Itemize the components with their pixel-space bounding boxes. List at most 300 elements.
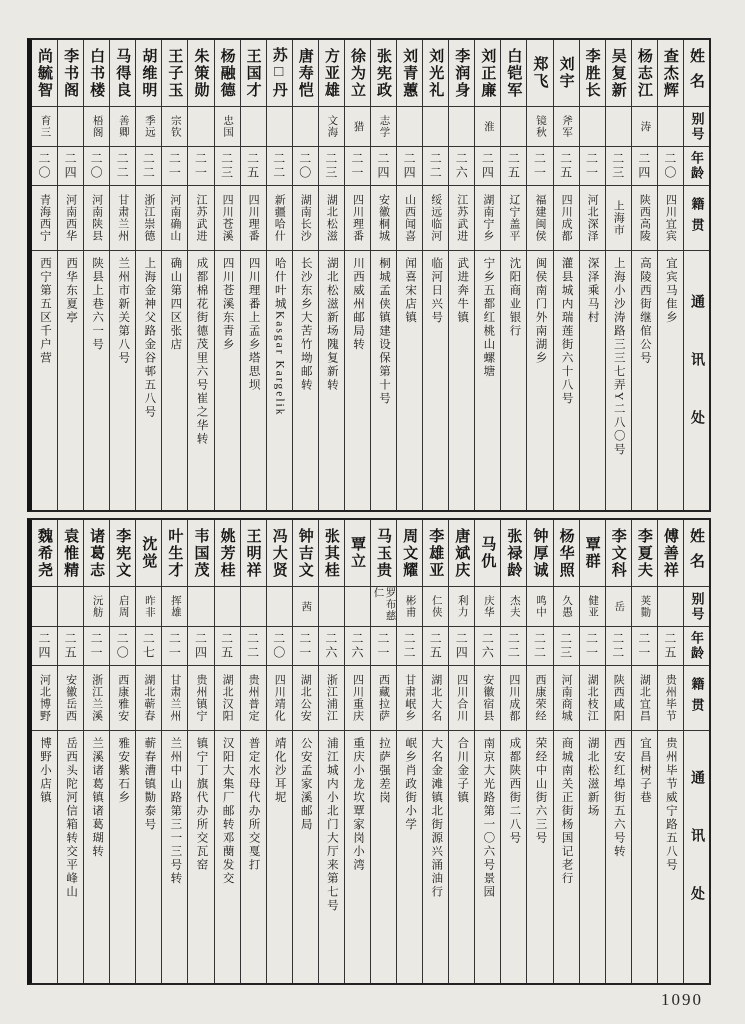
native-place-cell: 湖北蕲春 (136, 665, 161, 730)
name-cell: 姚芳桂 (218, 527, 235, 579)
alias-cell: 昨非 (136, 586, 161, 626)
name-cell: 诸葛志 (88, 527, 105, 579)
native-place-cell: 西康雅安 (110, 665, 135, 730)
native-place-cell: 甘肃岷乡 (397, 665, 422, 730)
name-cell: 王明祥 (244, 527, 261, 579)
native-place-cell: 湖北宜昌 (632, 665, 657, 730)
name-cell: 马玉贵 (375, 527, 392, 579)
entry-column (526, 520, 552, 983)
name-cell: 马得良 (114, 47, 131, 99)
native-place-cell: 甘肃兰州 (110, 185, 135, 250)
alias-cell (293, 106, 318, 146)
address-cell: 普定水母代办所交戛打 (241, 730, 266, 983)
entry-column (109, 40, 135, 510)
address-cell: 拉萨强差岗 (371, 730, 396, 983)
alias-cell: 育三 (32, 106, 57, 146)
age-cell: 二一 (84, 626, 109, 665)
age-cell: 二五 (241, 146, 266, 185)
age-cell: 二四 (632, 146, 657, 185)
entry-column (292, 40, 318, 510)
age-cell: 二七 (136, 626, 161, 665)
alias-cell (658, 586, 683, 626)
native-place-cell: 新疆哈什 (267, 185, 292, 250)
header-column (683, 520, 709, 983)
address-cell: 贵州毕节威宁路五八号 (658, 730, 683, 983)
entry-column (396, 40, 422, 510)
address-cell: 兰溪诸葛镇诸葛瑚转 (84, 730, 109, 983)
native-place-cell: 安徽岳西 (58, 665, 83, 730)
age-cell: 二四 (449, 626, 474, 665)
age-cell: 二二 (606, 626, 631, 665)
age-cell: 二二 (136, 146, 161, 185)
native-place-cell: 贵州普定 (241, 665, 266, 730)
alias-cell: 启周 (110, 586, 135, 626)
name-cell: 刘青蕙 (401, 47, 418, 99)
alias-cell: 岳 (606, 586, 631, 626)
address-cell: 西宁第五区千户营 (32, 250, 57, 510)
address-cell: 商城南关正街杨国记老行 (554, 730, 579, 983)
native-place-cell: 湖北枝江 (580, 665, 605, 730)
native-place-cell: 上海市 (606, 185, 631, 250)
age-cell: 二〇 (110, 626, 135, 665)
entry-column (187, 520, 213, 983)
name-cell: 徐为立 (348, 47, 365, 99)
age-cell: 二〇 (658, 146, 683, 185)
page-number: 1090 (661, 990, 703, 1009)
alias-cell (580, 106, 605, 146)
alias-cell (58, 586, 83, 626)
alias-cell (449, 106, 474, 146)
address-cell: 深泽乘马村 (580, 250, 605, 510)
name-cell: 李书阁 (62, 47, 79, 99)
entry-column (474, 40, 500, 510)
age-cell: 二五 (554, 146, 579, 185)
entry-column (292, 520, 318, 983)
native-place-cell: 四川理番 (345, 185, 370, 250)
address-cell: 宜昌树子巷 (632, 730, 657, 983)
age-cell: 二五 (423, 626, 448, 665)
name-cell: 杨志江 (635, 47, 652, 99)
entry-column (135, 40, 161, 510)
alias-cell (319, 586, 344, 626)
address-cell: 四川苍溪东青乡 (215, 250, 240, 510)
alias-cell: 季远 (136, 106, 161, 146)
age-cell: 二六 (475, 626, 500, 665)
entry-column (370, 520, 396, 983)
name-cell: 尚毓智 (36, 47, 53, 99)
name-cell: 李宪文 (114, 527, 131, 579)
age-cell: 二四 (397, 146, 422, 185)
age-cell: 二二 (423, 146, 448, 185)
entry-column (553, 520, 579, 983)
native-place-cell: 贵州镇宁 (188, 665, 213, 730)
age-cell: 二六 (319, 626, 344, 665)
native-place-cell: 河南商城 (554, 665, 579, 730)
native-place-cell: 湖北松滋 (319, 185, 344, 250)
native-place-cell: 四川重庆 (345, 665, 370, 730)
entry-column (83, 40, 109, 510)
age-cell: 二五 (658, 626, 683, 665)
native-place-cell: 湖北汉阳 (215, 665, 240, 730)
header-address: 通讯处 (684, 730, 709, 983)
address-cell: 长沙东乡大苦竹坳邮转 (293, 250, 318, 510)
age-cell: 二〇 (293, 146, 318, 185)
age-cell: 二四 (32, 626, 57, 665)
native-place-cell: 西藏拉萨 (371, 665, 396, 730)
alias-cell: 罗布慈仁 (371, 586, 396, 626)
address-cell: 四川理番上孟乡塔思坝 (241, 250, 266, 510)
alias-cell (241, 106, 266, 146)
native-place-cell: 绥远临河 (423, 185, 448, 250)
age-cell: 二〇 (32, 146, 57, 185)
age-cell: 二四 (475, 146, 500, 185)
alias-cell (188, 106, 213, 146)
alias-cell: 沅舫 (84, 586, 109, 626)
address-cell: 桐城孟侠镇建设保第十号 (371, 250, 396, 510)
entry-column (474, 520, 500, 983)
age-cell: 二二 (397, 626, 422, 665)
native-place-cell: 湖北大名 (423, 665, 448, 730)
header-alias: 别号 (684, 586, 709, 626)
native-place-cell: 湖北公安 (293, 665, 318, 730)
alias-cell: 淮 (475, 106, 500, 146)
name-cell: 王子玉 (166, 47, 183, 99)
name-cell: 刘宇 (557, 56, 574, 90)
alias-cell: 镜秋 (527, 106, 552, 146)
entry-column (240, 40, 266, 510)
header-native: 籍贯 (684, 665, 709, 730)
entry-column (161, 520, 187, 983)
name-cell: 唐斌庆 (453, 527, 470, 579)
name-cell: 苏□丹 (270, 47, 287, 99)
name-cell: 傅善祥 (661, 527, 678, 579)
name-cell: 吴复新 (609, 47, 626, 99)
header-name: 姓名 (687, 528, 704, 578)
native-place-cell: 甘肃兰州 (162, 665, 187, 730)
address-cell: 合川金子镇 (449, 730, 474, 983)
directory-table-top (27, 38, 711, 512)
header-address: 通讯处 (684, 250, 709, 510)
age-cell: 二一 (162, 146, 187, 185)
entry-column (57, 520, 83, 983)
age-cell: 二一 (632, 626, 657, 665)
alias-cell: 猎 (345, 106, 370, 146)
alias-cell (423, 106, 448, 146)
age-cell: 二二 (501, 626, 526, 665)
header-name: 姓名 (687, 48, 704, 98)
alias-cell: 挥雄 (162, 586, 187, 626)
native-place-cell: 河南陕县 (84, 185, 109, 250)
header-alias: 别号 (684, 106, 709, 146)
entry-column (631, 40, 657, 510)
entry-column (657, 520, 683, 983)
age-cell: 二一 (345, 146, 370, 185)
address-cell: 武进奔牛镇 (449, 250, 474, 510)
entry-column (109, 520, 135, 983)
alias-cell: 仁侠 (423, 586, 448, 626)
alias-cell: 善卿 (110, 106, 135, 146)
address-cell: 湖北松滋新场隗复新转 (319, 250, 344, 510)
entry-column (318, 40, 344, 510)
address-cell: 浦江城内小北门大厅来第七号 (319, 730, 344, 983)
age-cell: 二一 (371, 626, 396, 665)
address-cell: 宜宾马隹乡 (658, 250, 683, 510)
address-cell: 宁乡五都红桃山螺塘 (475, 250, 500, 510)
name-cell: 杨华照 (557, 527, 574, 579)
native-place-cell: 福建闽侯 (527, 185, 552, 250)
alias-cell: 志学 (371, 106, 396, 146)
address-cell: 雅安紫石乡 (110, 730, 135, 983)
name-cell: 沈觉 (140, 536, 157, 570)
name-cell: 方亚雄 (322, 47, 339, 99)
name-cell: 张其桂 (322, 527, 339, 579)
name-cell: 魏希尧 (36, 527, 53, 579)
native-place-cell: 河南确山 (162, 185, 187, 250)
native-place-cell: 湖南长沙 (293, 185, 318, 250)
alias-cell (32, 586, 57, 626)
native-place-cell: 河北博野 (32, 665, 57, 730)
name-cell: 马仇 (479, 536, 496, 570)
name-cell: 覃群 (583, 536, 600, 570)
alias-cell (658, 106, 683, 146)
native-place-cell: 江苏武进 (449, 185, 474, 250)
age-cell: 二五 (58, 626, 83, 665)
address-cell: 闽侯南门外南湖乡 (527, 250, 552, 510)
name-cell: 张禄龄 (505, 527, 522, 579)
name-cell: 李雄亚 (427, 527, 444, 579)
entry-column (161, 40, 187, 510)
name-cell: 钟厚诚 (531, 527, 548, 579)
alias-cell: 健亚 (580, 586, 605, 626)
address-cell: 荣经中山街六三号 (527, 730, 552, 983)
native-place-cell: 四川理番 (241, 185, 266, 250)
name-cell: 胡维明 (140, 47, 157, 99)
native-place-cell: 四川成都 (501, 665, 526, 730)
alias-cell: 茜 (293, 586, 318, 626)
native-place-cell: 河南西华 (58, 185, 83, 250)
entry-column (135, 520, 161, 983)
alias-cell: 斧军 (554, 106, 579, 146)
address-cell: 岷乡肖政街小学 (397, 730, 422, 983)
name-cell: 张宪政 (375, 47, 392, 99)
address-cell: 汉阳大集厂邮转邓蔅发交 (215, 730, 240, 983)
name-cell: 李胜长 (583, 47, 600, 99)
alias-cell (241, 586, 266, 626)
age-cell: 二四 (188, 626, 213, 665)
entry-column (422, 40, 448, 510)
entry-column (448, 40, 474, 510)
native-place-cell: 四川合川 (449, 665, 474, 730)
address-cell: 大名金滩镇北街源兴涌油行 (423, 730, 448, 983)
age-cell: 二六 (449, 146, 474, 185)
entry-column (214, 40, 240, 510)
entry-column (553, 40, 579, 510)
name-cell: 周文耀 (401, 527, 418, 579)
address-cell: 博野小店镇 (32, 730, 57, 983)
address-cell: 兰州中山路第三一三号转 (162, 730, 187, 983)
age-cell: 二三 (215, 146, 240, 185)
age-cell: 二二 (241, 626, 266, 665)
name-cell: 朱策勋 (192, 47, 209, 99)
alias-cell (397, 106, 422, 146)
name-cell: 韦国茂 (192, 527, 209, 579)
address-cell: 西安红埠街五六号转 (606, 730, 631, 983)
entry-column (344, 520, 370, 983)
entry-column (448, 520, 474, 983)
native-place-cell: 河北深泽 (580, 185, 605, 250)
native-place-cell: 四川宜宾 (658, 185, 683, 250)
native-place-cell: 山西闻喜 (397, 185, 422, 250)
entry-column (422, 520, 448, 983)
address-cell: 川西威州邮局转 (345, 250, 370, 510)
age-cell: 二〇 (84, 146, 109, 185)
name-cell: 刘正廉 (479, 47, 496, 99)
age-cell: 二三 (554, 626, 579, 665)
name-cell: 覃立 (348, 536, 365, 570)
address-cell: 高陵西街继倌公号 (632, 250, 657, 510)
directory-table-bottom (27, 518, 711, 985)
address-cell: 确山第四区张店 (162, 250, 187, 510)
age-cell: 二〇 (267, 626, 292, 665)
header-age: 年龄 (684, 146, 709, 185)
address-cell: 南京大光路第一〇六号景园 (475, 730, 500, 983)
address-cell: 蕲春漕镇勚泰号 (136, 730, 161, 983)
native-place-cell: 青海西宁 (32, 185, 57, 250)
entry-column (579, 40, 605, 510)
entry-column (526, 40, 552, 510)
address-cell: 西华东夏亭 (58, 250, 83, 510)
age-cell: 二一 (293, 626, 318, 665)
alias-cell: 久愚 (554, 586, 579, 626)
address-cell: 湖北松滋新场 (580, 730, 605, 983)
age-cell: 二一 (580, 626, 605, 665)
alias-cell (267, 586, 292, 626)
address-cell: 上海小沙涛路三三七弄Y二八〇号 (606, 250, 631, 510)
alias-cell (215, 586, 240, 626)
entry-column (631, 520, 657, 983)
alias-cell: 涛 (632, 106, 657, 146)
entry-column (396, 520, 422, 983)
name-cell: 李润身 (453, 47, 470, 99)
address-cell: 公安孟家溪邮局 (293, 730, 318, 983)
age-cell: 二二 (527, 626, 552, 665)
entry-column (579, 520, 605, 983)
alias-cell (501, 106, 526, 146)
alias-cell: 彬甫 (397, 586, 422, 626)
address-cell: 闻喜宋店镇 (397, 250, 422, 510)
name-cell: 李夏夫 (635, 527, 652, 579)
entry-column (657, 40, 683, 510)
name-cell: 查杰辉 (661, 47, 678, 99)
age-cell: 二五 (215, 626, 240, 665)
age-cell: 二一 (188, 146, 213, 185)
header-native: 籍贯 (684, 185, 709, 250)
native-place-cell: 浙江兰溪 (84, 665, 109, 730)
name-cell: 袁惟精 (62, 527, 79, 579)
native-place-cell: 陕西咸阳 (606, 665, 631, 730)
address-cell: 成都棉花街德茂里六号崔之华转 (188, 250, 213, 510)
address-cell: 临河日兴号 (423, 250, 448, 510)
entry-column (214, 520, 240, 983)
entry-column (240, 520, 266, 983)
age-cell: 二二 (267, 146, 292, 185)
name-cell: 王国才 (244, 47, 261, 99)
entry-column (57, 40, 83, 510)
age-cell: 二三 (606, 146, 631, 185)
alias-cell (606, 106, 631, 146)
entry-column (500, 40, 526, 510)
native-place-cell: 浙江崇德 (136, 185, 161, 250)
native-place-cell: 江苏武进 (188, 185, 213, 250)
header-age: 年龄 (684, 626, 709, 665)
name-cell: 白书楼 (88, 47, 105, 99)
address-cell: 沈阳商业银行 (501, 250, 526, 510)
entry-column (32, 520, 57, 983)
alias-cell (267, 106, 292, 146)
alias-cell: 杰夫 (501, 586, 526, 626)
age-cell: 二三 (319, 146, 344, 185)
entry-column (266, 40, 292, 510)
address-cell: 靖化沙耳坭 (267, 730, 292, 983)
alias-cell: 鸣中 (527, 586, 552, 626)
native-place-cell: 四川成都 (554, 185, 579, 250)
alias-cell: 庆华 (475, 586, 500, 626)
entry-column (605, 520, 631, 983)
entry-column (83, 520, 109, 983)
age-cell: 二一 (580, 146, 605, 185)
alias-cell: 梧阁 (84, 106, 109, 146)
age-cell: 二一 (527, 146, 552, 185)
name-cell: 钟吉文 (296, 527, 313, 579)
age-cell: 二一 (162, 626, 187, 665)
alias-cell: 荚勚 (632, 586, 657, 626)
name-cell: 叶生才 (166, 527, 183, 579)
alias-cell: 宗钦 (162, 106, 187, 146)
entry-column (605, 40, 631, 510)
address-cell: 灌县城内瑞莲街六十八号 (554, 250, 579, 510)
header-column (683, 40, 709, 510)
native-place-cell: 陕西高陵 (632, 185, 657, 250)
name-cell: 冯大贤 (270, 527, 287, 579)
native-place-cell: 四川苍溪 (215, 185, 240, 250)
native-place-cell: 四川靖化 (267, 665, 292, 730)
alias-cell (345, 586, 370, 626)
entry-column (370, 40, 396, 510)
name-cell: 郑飞 (531, 56, 548, 90)
alias-cell: 忠国 (215, 106, 240, 146)
age-cell: 二二 (110, 146, 135, 185)
name-cell: 刘光礼 (427, 47, 444, 99)
address-cell: 陕县上巷六一号 (84, 250, 109, 510)
native-place-cell: 贵州毕节 (658, 665, 683, 730)
name-cell: 白铠军 (505, 47, 522, 99)
address-cell: 岳西头陀河信箱转交平峰山 (58, 730, 83, 983)
alias-cell (188, 586, 213, 626)
address-cell: 哈什叶城Kasgar Kargelik (267, 250, 292, 510)
native-place-cell: 辽宁盖平 (501, 185, 526, 250)
entry-column (32, 40, 57, 510)
native-place-cell: 浙江浦江 (319, 665, 344, 730)
alias-cell: 利力 (449, 586, 474, 626)
entry-column (318, 520, 344, 983)
name-cell: 杨融德 (218, 47, 235, 99)
address-cell: 兰州市新关第八号 (110, 250, 135, 510)
age-cell: 二六 (345, 626, 370, 665)
address-cell: 重庆小龙坎覃家岗小湾 (345, 730, 370, 983)
alias-cell: 文海 (319, 106, 344, 146)
age-cell: 二四 (371, 146, 396, 185)
native-place-cell: 西康荣经 (527, 665, 552, 730)
